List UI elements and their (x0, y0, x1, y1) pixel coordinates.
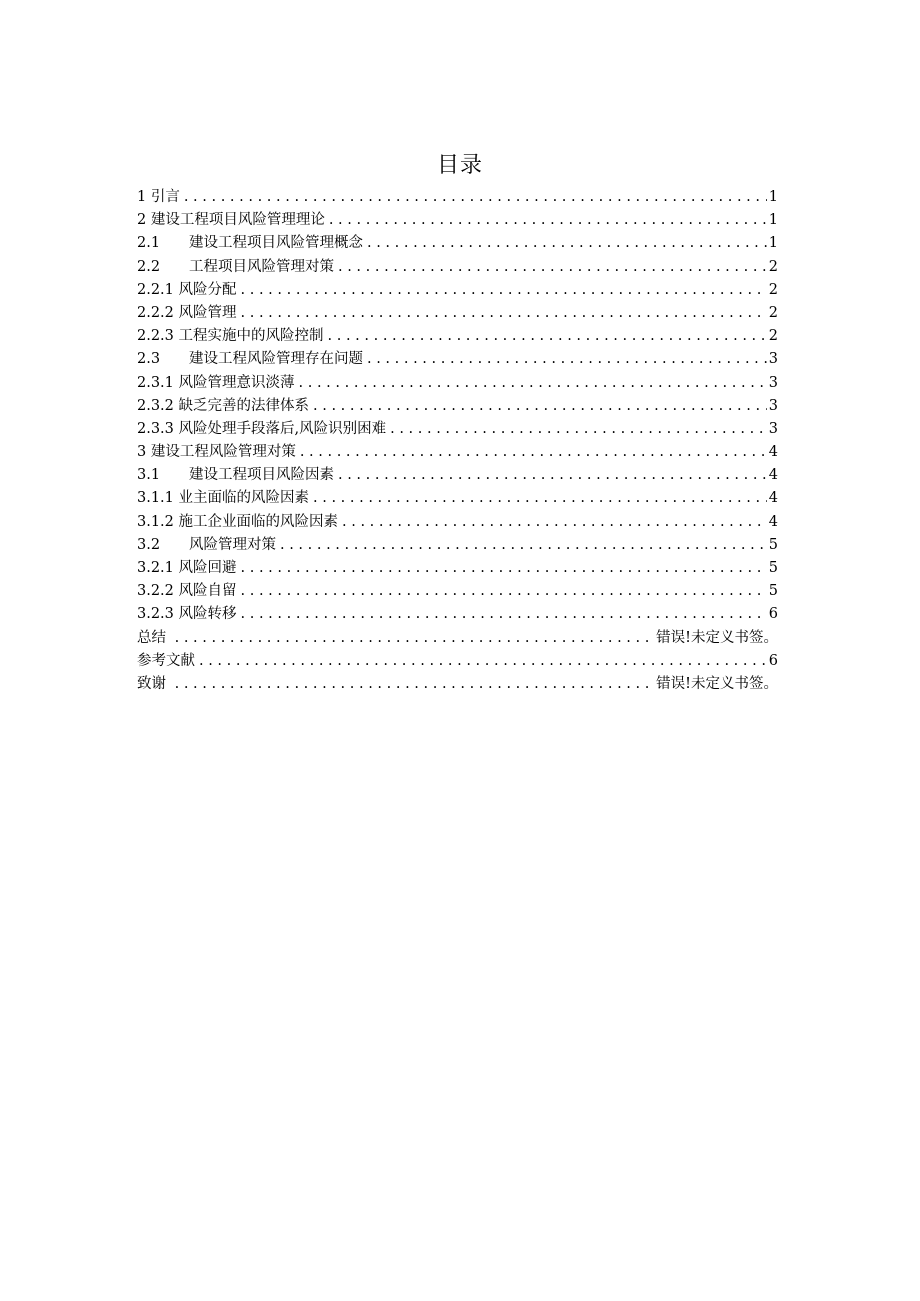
toc-entry-text: 建设工程风险管理存在问题 (189, 351, 363, 368)
toc-entry[interactable] (137, 441, 778, 464)
toc-entry[interactable] (137, 557, 778, 580)
toc-dot-leader (241, 279, 767, 302)
toc-entry-label (137, 534, 276, 557)
toc-page-number: 3 (768, 374, 778, 391)
toc-dot-leader (175, 627, 655, 650)
toc-entry-label (137, 348, 363, 371)
toc-page-number: 4 (768, 444, 778, 461)
toc-dot-leader (338, 464, 767, 487)
toc-page-number: 1 (768, 212, 778, 229)
toc-entry-label (137, 418, 386, 441)
toc-entry-text: 参考文献 (137, 652, 195, 669)
toc-entry-label (137, 395, 309, 418)
toc-page-number: 2 (768, 258, 778, 275)
toc-entry-label (137, 603, 237, 626)
toc-page-number: 5 (768, 536, 778, 553)
toc-entry-label (137, 673, 171, 696)
toc-dot-leader (328, 325, 767, 348)
toc-page-number: 4 (768, 513, 778, 530)
toc-dot-leader (184, 186, 767, 209)
toc-entry-text: 2.3.1 风险管理意识淡薄 (137, 374, 295, 391)
toc-page-number: 6 (768, 652, 778, 669)
toc-dot-leader (241, 603, 767, 626)
toc-entry-text: 总结 (137, 629, 171, 646)
toc-entry[interactable] (137, 673, 778, 696)
toc-entry-number: 3.2 (137, 536, 161, 553)
toc-entry[interactable] (137, 232, 778, 255)
toc-entry-number: 2.2 (137, 258, 161, 275)
toc-entry-text: 3.2.3 风险转移 (137, 606, 237, 623)
toc-entry-text: 3.2.1 风险回避 (137, 560, 237, 576)
toc-entry-text: 1 引言 (137, 189, 180, 205)
toc-entry[interactable] (137, 395, 778, 418)
toc-page-number: 4 (768, 467, 778, 484)
toc-entry-number: 2.3 (137, 351, 161, 368)
toc-entry-text: 致谢 (137, 675, 171, 692)
toc-entry[interactable] (137, 302, 778, 325)
toc-dot-leader (300, 441, 767, 464)
toc-entry-text: 2.2.3 工程实施中的风险控制 (137, 328, 324, 345)
toc-entry-text: 3 建设工程风险管理对策 (137, 444, 296, 461)
toc-dot-leader (241, 580, 767, 603)
toc-entry[interactable] (137, 650, 778, 673)
toc-entry-label (137, 209, 325, 232)
toc-entry[interactable] (137, 372, 778, 395)
toc-entry-text: 3.1.2 施工企业面临的风险因素 (137, 513, 339, 530)
toc-entry-text: 工程项目风险管理对策 (189, 258, 334, 275)
toc-entry[interactable] (137, 279, 778, 302)
toc-entry[interactable] (137, 348, 778, 371)
toc-page-number: 5 (768, 583, 778, 600)
toc-dot-leader (280, 534, 767, 557)
toc-dot-leader (390, 418, 767, 441)
toc-dot-leader (199, 650, 767, 673)
toc-entry-label (137, 487, 309, 510)
toc-page-number: 2 (768, 281, 778, 298)
toc-entry-label (137, 464, 334, 487)
toc-dot-leader (175, 673, 655, 696)
toc-dot-leader (313, 395, 767, 418)
toc-list (137, 186, 778, 696)
toc-entry-text: 3.2.2 风险自留 (137, 583, 237, 600)
toc-entry[interactable] (137, 186, 778, 209)
toc-entry-label (137, 279, 237, 302)
toc-entry-label (137, 557, 237, 580)
toc-entry-text: 建设工程项目风险管理概念 (189, 235, 363, 252)
toc-entry[interactable] (137, 603, 778, 626)
toc-entry-label (137, 232, 363, 255)
toc-entry-number: 3.1 (137, 467, 161, 484)
toc-entry[interactable] (137, 534, 778, 557)
toc-dot-leader (338, 256, 767, 279)
toc-entry-label (137, 256, 334, 279)
toc-page-number: 错误!未定义书签。 (656, 675, 778, 692)
toc-entry-label (137, 650, 195, 673)
toc-entry-label (137, 372, 295, 395)
toc-entry[interactable] (137, 418, 778, 441)
toc-page-number: 1 (768, 189, 778, 205)
toc-page-number: 4 (768, 490, 778, 507)
toc-entry-text: 2.2.1 风险分配 (137, 281, 237, 298)
toc-entry-number: 2.1 (137, 235, 161, 252)
toc-entry[interactable] (137, 256, 778, 279)
toc-page-number: 3 (768, 397, 778, 414)
toc-page-number: 3 (768, 351, 778, 368)
toc-entry-label (137, 580, 237, 603)
toc-entry-label (137, 511, 338, 534)
toc-dot-leader (241, 302, 767, 325)
toc-entry-text: 风险管理对策 (189, 536, 276, 553)
toc-page-number: 5 (768, 560, 778, 576)
toc-entry-label (137, 186, 180, 209)
toc-entry[interactable] (137, 511, 778, 534)
toc-page-number: 3 (768, 420, 778, 437)
toc-entry-text: 2.2.2 风险管理 (137, 304, 237, 321)
toc-dot-leader (299, 372, 767, 395)
toc-page-number: 2 (768, 328, 778, 345)
toc-page-number: 错误!未定义书签。 (656, 629, 778, 646)
toc-page-number: 1 (768, 235, 778, 252)
toc-entry[interactable] (137, 325, 778, 348)
toc-title: 目录 (436, 153, 483, 178)
toc-dot-leader (313, 487, 767, 510)
toc-entry[interactable] (137, 580, 778, 603)
toc-dot-leader (367, 348, 767, 371)
toc-entry-text: 2.3.3 风险处理手段落后,风险识别困难 (137, 420, 387, 437)
toc-entry[interactable] (137, 209, 778, 232)
toc-entry[interactable] (137, 627, 778, 650)
toc-entry[interactable] (137, 487, 778, 510)
toc-page-number: 6 (768, 606, 778, 623)
toc-entry-text: 建设工程项目风险因素 (189, 467, 334, 484)
toc-entry-text: 2 建设工程项目风险管理理论 (137, 212, 325, 229)
toc-entry-label (137, 302, 237, 325)
toc-page-number: 2 (768, 304, 778, 321)
toc-entry-text: 2.3.2 缺乏完善的法律体系 (137, 397, 310, 414)
toc-entry[interactable] (137, 464, 778, 487)
toc-dot-leader (367, 232, 767, 255)
toc-dot-leader (241, 557, 767, 580)
toc-entry-label (137, 325, 324, 348)
toc-dot-leader (329, 209, 767, 232)
toc-entry-label (137, 441, 296, 464)
toc-entry-text: 3.1.1 业主面临的风险因素 (137, 490, 310, 507)
toc-dot-leader (342, 511, 767, 534)
toc-entry-label (137, 627, 171, 650)
